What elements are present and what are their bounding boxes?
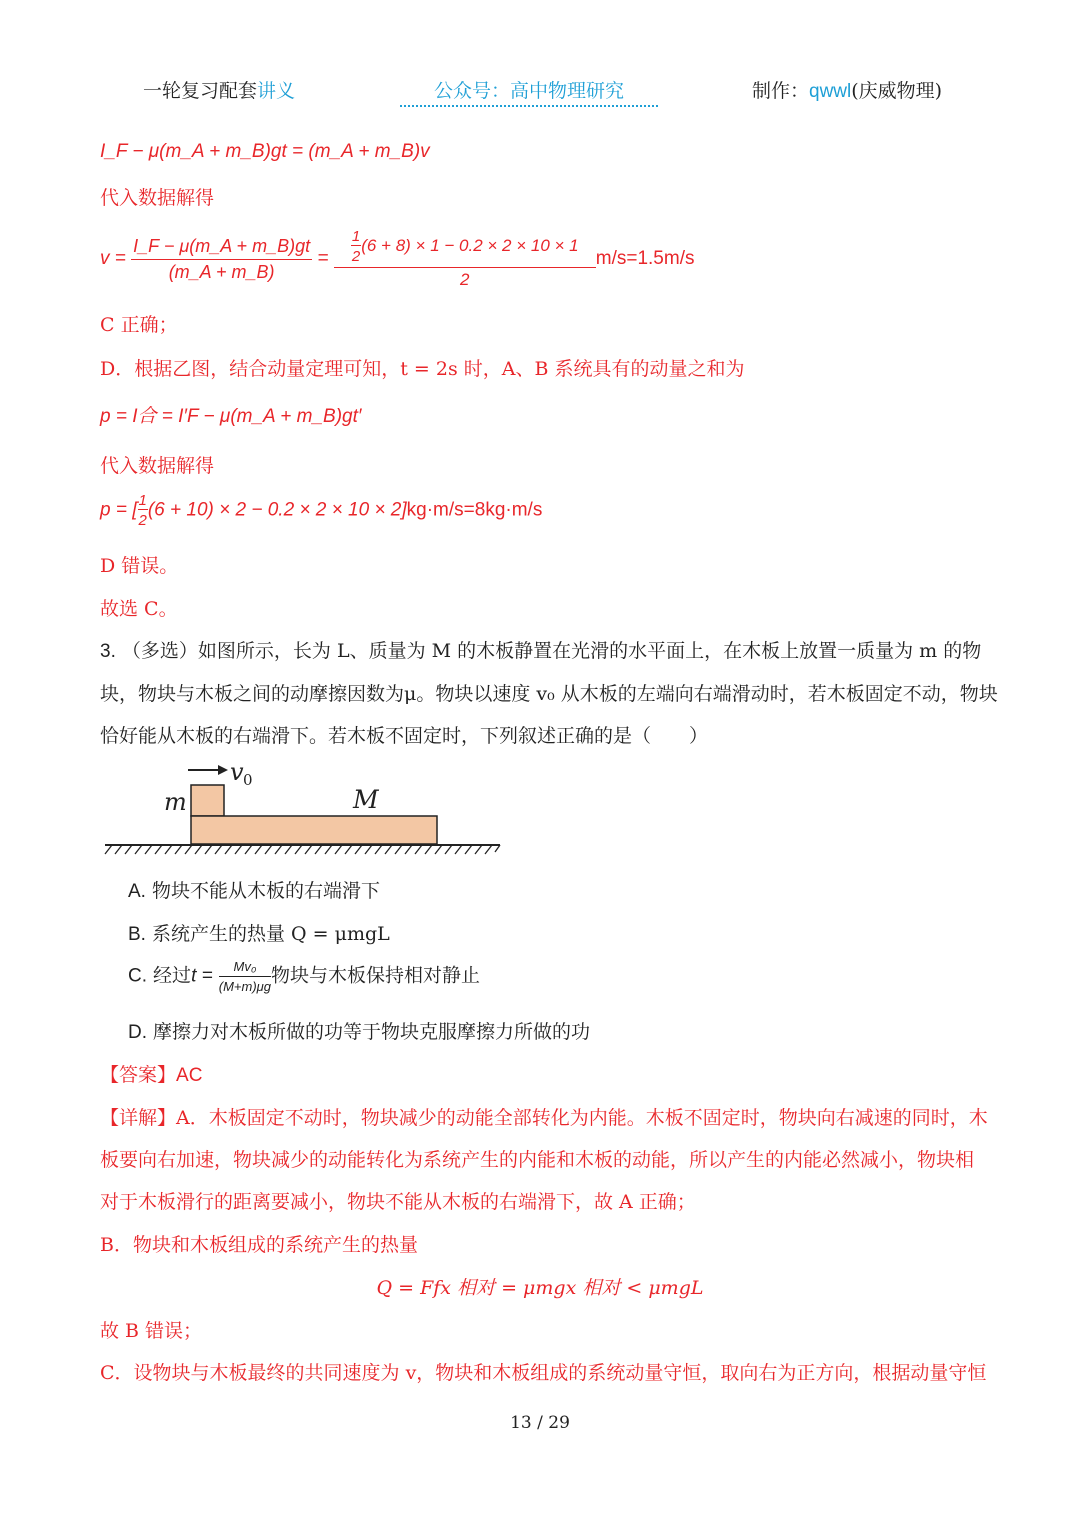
- header-left: [143, 76, 295, 103]
- substitute-label-2: 代入数据解得: [100, 455, 215, 477]
- velocity-fraction-symbolic: [131, 236, 312, 283]
- equation-momentum-value: [100, 492, 542, 529]
- momentum-half-fraction: [138, 492, 148, 529]
- half-num: 1: [351, 228, 361, 245]
- momentum-half-den: 2: [138, 512, 147, 529]
- ground-hatching: [105, 845, 500, 854]
- detail-b-line2: 故 B 错误；: [100, 1320, 203, 1342]
- question3-line1-text: （多选）如图所示，长为 L、质量为 M 的木板静置在光滑的水平面上，在木板上放置一质量为 m 的物: [121, 640, 982, 662]
- board: [191, 816, 437, 844]
- velocity-frac2-num: [334, 228, 596, 268]
- detail-a-line3: 对于木板滑行的距离要减小，物块不能从木板的右端滑下，故 A 正确；: [100, 1191, 696, 1213]
- half-fraction: [351, 228, 361, 265]
- question3-line2: 块，物块与木板之间的动摩擦因数为μ。物块以速度 v₀ 从木板的左端向右端滑动时，若木板固定不动，物块: [100, 683, 998, 705]
- momentum-body: (6 + 10) × 2 − 0.2 × 2 × 10 × 2]: [147, 499, 407, 521]
- option-a: [128, 876, 380, 903]
- option-c-prefix: 经过: [153, 964, 192, 987]
- small-block-label: m: [164, 788, 187, 816]
- header-left-accent: 讲义: [257, 80, 296, 102]
- answer-label: 【答案】: [100, 1064, 177, 1086]
- velocity-frac-num: I_F − μ(m_A + m_B)gt: [131, 236, 312, 260]
- question3-number: 3.: [100, 641, 116, 662]
- option-a-key: A.: [128, 881, 146, 902]
- velocity-subscript: 0: [243, 771, 253, 789]
- option-a-text: 物块不能从木板的右端滑下: [152, 880, 381, 902]
- velocity-label: v: [230, 758, 244, 786]
- option-c-frac-den: (M+m)μg: [218, 979, 272, 994]
- d-wrong: D 错误。: [100, 555, 179, 577]
- page-number: 13 / 29: [510, 1413, 570, 1433]
- final-choice: 故选 C。: [100, 598, 178, 620]
- option-d-key: D.: [128, 1022, 147, 1043]
- option-d-text: 摩擦力对木板所做的功等于物块克服摩擦力所做的功: [153, 1021, 591, 1043]
- velocity-frac2-num-text: (6 + 8) × 1 − 0.2 × 2 × 10 × 1: [361, 235, 579, 255]
- detail-b-equation: Q = Ffx 相对 = μmgx 相对 < μmgL: [376, 1277, 704, 1299]
- board-label: M: [353, 785, 379, 814]
- half-den: 2: [351, 248, 361, 265]
- detail-a-line1-text: A．木板固定不动时，物块减少的动能全部转化为内能。木板不固定时，物块向右减速的同时，木: [176, 1107, 988, 1129]
- header-right-accent: qwwl: [809, 81, 852, 102]
- equation-impulse-text: I_F − μ(m_A + m_B)gt = (m_A + m_B)v: [100, 141, 430, 162]
- option-c-frac-num: Mv₀: [219, 959, 271, 977]
- small-block: [191, 785, 224, 816]
- detail-a-line2: 板要向右加速，物块减少的动能转化为系统产生的内能和木板的动能，所以产生的内能必然减小，物块相: [100, 1149, 975, 1171]
- option-c-fraction: [219, 959, 271, 994]
- option-b: [128, 919, 390, 946]
- option-d: [128, 1017, 590, 1044]
- d-intro: D．根据乙图，结合动量定理可知，t = 2s 时，A、B 系统具有的动量之和为: [100, 358, 745, 380]
- velocity-result: m/s=1.5m/s: [595, 248, 695, 270]
- question3-line1: [100, 636, 981, 663]
- velocity-fraction-numeric: [334, 228, 596, 290]
- equation-velocity: v = $\frac{I\_F - \mu(m\_A + m\_B)gt}{(m\_A + m\_B)}$ = $\frac{1}{2}$ (6 + 8) × 1 − 0.2 × 2 × 10 × 1 2 m/s=1.5m/s: [100, 228, 695, 289]
- option-c-suffix: 物块与木板保持相对静止: [271, 964, 481, 987]
- velocity-frac-den: (m_A + m_B): [168, 261, 275, 282]
- header-right-suffix: (庆威物理): [851, 80, 943, 102]
- detail-a-line1: [100, 1103, 988, 1130]
- momentum-half-num: 1: [138, 492, 147, 509]
- option-c-t: t =: [191, 965, 213, 987]
- momentum-prefix: p = [: [100, 499, 138, 521]
- c-correct: C 正确；: [100, 314, 178, 336]
- option-b-key: B.: [128, 924, 146, 945]
- answer-value: AC: [176, 1065, 203, 1086]
- detail-c-line1: C．设物块与木板最终的共同速度为 v，物块和木板组成的系统动量守恒，取向右为正方向，根据动量守恒: [100, 1362, 987, 1384]
- detail-b-line1: B．物块和木板组成的系统产生的热量: [100, 1234, 418, 1256]
- header-left-prefix: 一轮复习配套: [143, 80, 258, 102]
- equation-velocity-lhs: v =: [100, 248, 126, 270]
- equation-impulse: [100, 141, 430, 163]
- momentum-result: kg·m/s=8kg·m/s: [406, 499, 543, 521]
- equation-momentum: p = I合 = I′F − μ(m_A + m_B)gt′: [100, 406, 362, 427]
- board-block-figure: [100, 758, 505, 858]
- header-right: [752, 76, 942, 103]
- option-c: [128, 959, 480, 994]
- answer: [100, 1060, 202, 1087]
- substitute-label-1: 代入数据解得: [100, 187, 215, 209]
- detail-label: 【详解】: [100, 1107, 177, 1129]
- header-center: 公众号：高中物理研究: [400, 76, 658, 107]
- velocity-arrow-head: [218, 765, 228, 775]
- option-b-text: 系统产生的热量 Q = μmgL: [152, 923, 390, 945]
- question3-line3: 恰好能从木板的右端滑下。若木板不固定时，下列叙述正确的是（ ）: [100, 725, 709, 747]
- velocity-frac2-den: 2: [460, 270, 470, 289]
- header-right-prefix: 制作：: [752, 80, 810, 102]
- option-c-key: C.: [128, 965, 147, 987]
